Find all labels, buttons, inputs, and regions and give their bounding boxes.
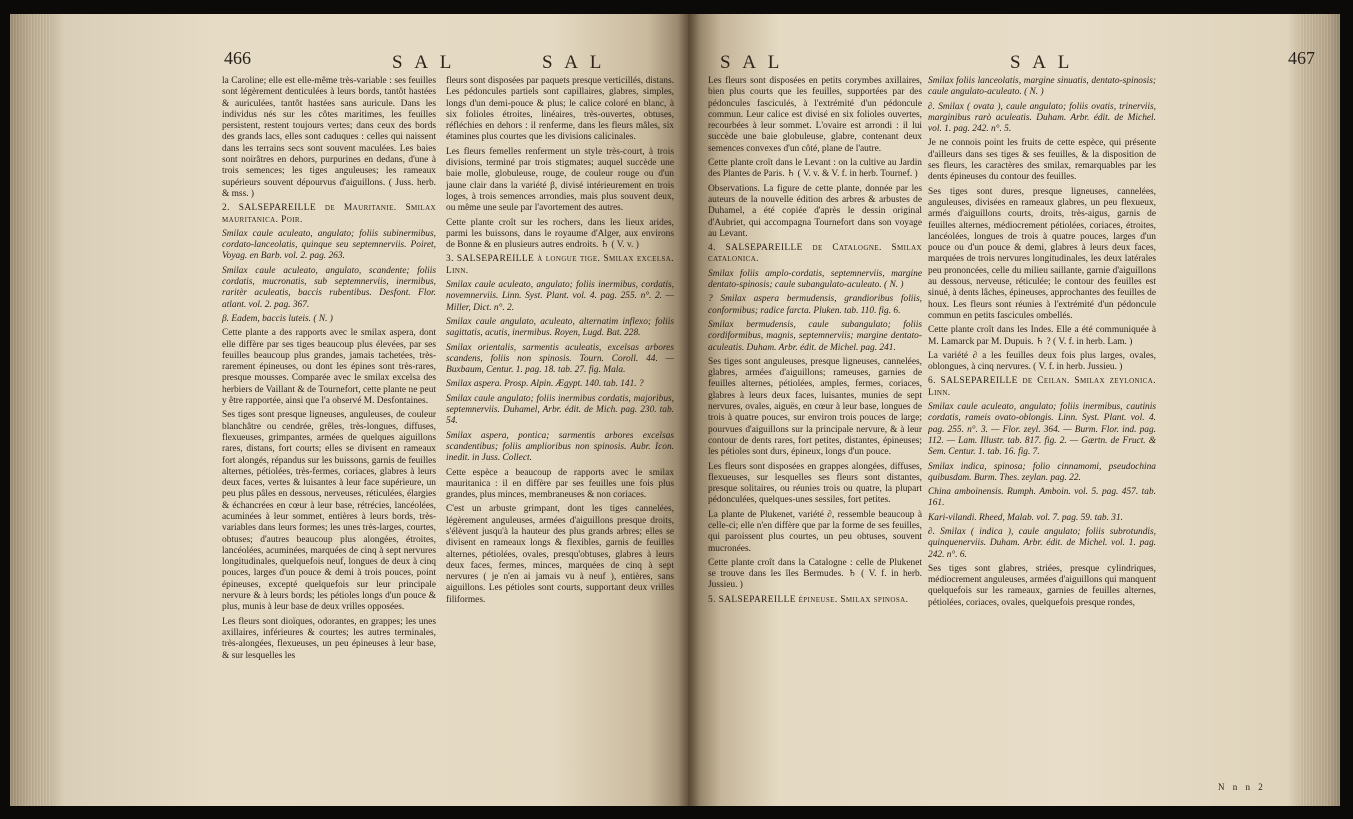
paragraph: Les fleurs femelles renferment un style très-court, à trois divisions, terminé par trois stigmates; auquel succède une baie molle, globuleuse, rouge, de couleur rouge ou d'un jaune clair dans la variété β, divisé intérieurement en trois loges, à trois semences arrondies, mais plus souvent deux, ou même une seule par l'avortement des autres. <box>446 146 674 214</box>
left-page-number: 466 <box>224 48 251 68</box>
paragraph: La plante de Plukenet, variété ∂, ressemble beaucoup à celle-ci; elle n'en diffère que par la forme de ses feuilles, qui paroissent plus courtes, un peu obtuses, souvent mucronées. <box>708 509 922 554</box>
synonym: Smilax caule angulato, aculeato, alternatim inflexo; foliis sagittatis, acutis, inermibus. Royen, Lugd. Bat. 228. <box>446 316 674 339</box>
right-page-number: 467 <box>1288 48 1315 68</box>
paragraph: Cette plante a des rapports avec le smilax aspera, dont elle diffère par ses tiges beaucoup plus élevées, par ses feuilles beaucoup plus grandes, jamais tachetées, très-rarement épineuses, ou dont les épines sont très-rares, presque mousses. Comparée avec le smilax excelsa des herbiers de Vaillant & de Tournefort, cette plante ne peut y être rapportée, ainsi que l'a observé M. Desfontaines. <box>222 328 436 407</box>
paragraph: Les fleurs sont dioïques, odorantes, en grappes; les unes axillaires, inférieures & courtes; les autres terminales, très-alongées, flexueuses, un peu épineuses à leur base, & sur lesquelles les <box>222 616 436 661</box>
paragraph: la Caroline; elle est elle-même très-variable : ses feuilles sont légèrement denticulées à leurs bords, tantôt hastées & auriculées, tantôt hastées sans auricule. Dans les individus nés sur les côtes maritimes, les feuilles persistent, restent toujours vertes; dans ceux des bords des grands lacs, elles sont caduques : celles qui naissent dans les terrains secs sont souvent maculées. Les baies sont noirâtres en dehors, purpurines en dedans, d'une à trois semences; les tiges anguleuses; les rameaux supérieurs souvent dépourvus d'aiguillons. ( Juss. herb. & mss. ) <box>222 76 436 199</box>
species-heading: 2. SALSEPAREILLE de Mauritanie. Smilax mauritanica. Poir. <box>222 203 436 225</box>
paragraph: Cette plante croît dans le Levant : on la cultive au Jardin des Plantes de Paris. ♄ ( V. v. & V. f. in herb. Tournef. ) <box>708 158 922 180</box>
left-page-column-2 <box>446 76 674 784</box>
paragraph: La variété ∂ a les feuilles deux fois plus larges, ovales, oblongues, à cinq nervures. ( V. f. in herb. Jussieu. ) <box>928 350 1156 373</box>
synonym: Smilax aspera, pontica; sarmentis arbores excelsas scandentibus; foliis amplioribus non spinosis. Aubr. Icon. inedit. in Juss. Collect. <box>446 430 674 464</box>
synonym: Smilax caule aculeato, angulato, scandente; foliis cordatis, mucronatis, sub septemnerviis, inermibus, raritèr aculeatis, baccis rubentibus. Desfont. Flor. atlant. vol. 2. pag. 367. <box>222 265 436 310</box>
right-page-edges <box>1300 14 1340 806</box>
right-running-head-1: S A L <box>720 52 784 73</box>
paragraph: Cette plante croît sur les rochers, dans les lieux arides, parmi les buissons, dans le royaume d'Alger, aux environs de Bonne & en plusieurs autres endroits. ♄ ( V. v. ) <box>446 217 674 251</box>
paragraph: Cette plante croît dans les Indes. Elle a été communiquée à M. Lamarck par M. Dupuis. ♄ ? ( V. f. in herb. Lam. ) <box>928 325 1156 347</box>
observations: Observations. La figure de cette plante, donnée par les auteurs de la nouvelle édition des arbres & arbustes de Duhamel, a été copiée d'après le dessin original d'Aubriet, qui accompagna Tournefort dans son voyage au Levant. <box>708 183 922 239</box>
variety: ∂. Smilax ( ovata ), caule angulato; foliis ovatis, trinerviis, marginibus rarò aculeatis. Duham. Arbr. édit. de Michel. vol. 1. pag. 242. n°. 5. <box>928 101 1156 135</box>
paragraph: Cette espèce a beaucoup de rapports avec le smilax mauritanica : il en diffère par ses feuilles une fois plus grandes, plus minces, membraneuses & non coriaces. <box>446 467 674 501</box>
right-page-column-2 <box>928 76 1156 784</box>
paragraph: Je ne connois point les fruits de cette espèce, qui présente d'ailleurs dans ses tiges & ses feuilles, & la disposition de ses fleurs, les caractères des smilax, remarquables par les dents épineuses du contour des feuilles. <box>928 138 1156 183</box>
synonym: ? Smilax aspera bermudensis, grandioribus foliis, conformibus; radice farcta. Pluken. tab. 110. fig. 6. <box>708 294 922 316</box>
left-page-edges <box>10 14 50 806</box>
paragraph: Ses tiges sont dures, presque ligneuses, cannelées, anguleuses, divisées en rameaux glabres, un peu flexueux, armés d'aiguillons courts, droits, très-aigus, garnis de feuilles alternes, médiocrement pétiolées, coriaces, étroites, lancéolées, longues de trois à quatre pouces, larges d'un pouce ou d'un pouce & demi, glabres à leurs deux faces, marquées de trois nervures longitudinales, les deux latérales peu prononcées, celle du milieu saillante, garnie d'aiguillons au dessous, nerveuse, réticulée; le contour des feuilles est sinué, à dents lâches, épineuses, approchantes des feuilles de houx. Les fleurs sont réunies à l'extrémité d'un pédoncule commun en petits fascicules ombellés. <box>928 186 1156 321</box>
synonym: Kari-vilandi. Rheed, Malab. vol. 7. pag. 59. tab. 31. <box>928 512 1124 523</box>
synonym: China amboinensis. Rumph. Amboin. vol. 5. pag. 457. tab. 161. <box>928 487 1156 509</box>
paragraph: Ses tiges sont glabres, striées, presque cylindriques, médiocrement anguleuses, armées d'aiguillons qui manquent quelquefois sur les rameaux, garnies de feuilles alternes, pétiolées, coriaces, ovales, quelquefois presque rondes, <box>928 563 1156 608</box>
paragraph: fleurs sont disposées par paquets presque verticillés, distans. Les pédoncules partiels sont capillaires, glabres, simples, longs d'un demi-pouce & plus; le calice coloré en blanc, à six folioles étroites, linéaires, très-ouvertes, obtuses, réfléchies en dehors : il renferme, dans les fleurs mâles, six étamines plus courtes que les divisions calicinales. <box>446 76 674 143</box>
synonym: Smilax bermudensis, caule subangulato; foliis cordiformibus, magnis, septemnerviis; margine dentato-aculeatis. Duham. Arbr. édit. de Michel. pag. 241. <box>708 319 922 353</box>
species-heading: 3. SALSEPAREILLE à longue tige. Smilax excelsa. Linn. <box>446 254 674 276</box>
synonym: Smilax foliis amplo-cordatis, septemnerviis, margine dentato-spinosis; caule subangulato-aculeato. ( N. ) <box>708 268 922 291</box>
left-running-head-1: S A L <box>392 52 456 73</box>
synonym: Smilax aspera. Prosp. Alpin. Ægypt. 140. tab. 141. ? <box>446 379 644 390</box>
paragraph: Cette plante croît dans la Catalogne : celle de Plukenet se trouve dans les îles Bermudes. ♄ ( V. f. in herb. Jussieu. ) <box>708 557 922 591</box>
paragraph: Les fleurs sont disposées en grappes alongées, diffuses, flexueuses, sur lesquelles ses fleurs sont distantes, presque solitaires, ou réunies trois ou quatre, la plupart pédonculées, quelques-unes sessiles, fort petites. <box>708 461 922 506</box>
synonym: Smilax orientalis, sarmentis aculeatis, excelsas arbores scandens, foliis non spinosis. Tourn. Coroll. 44. — Buxbaum, Centur. 1. pag. 18. tab. 27. fig. Mala. <box>446 342 674 376</box>
paragraph: C'est un arbuste grimpant, dont les tiges cannelées, légèrement anguleuses, armées d'aiguillons presque droits, s'élèvent jusqu'à la hauteur des plus grands arbres; elles se divisent en rameaux longs & flexibles, garnis de feuilles alternes, pétiolées, ovales, presqu'obtuses, glabres à leurs deux faces, fermes, minces, marquées de cinq à sept nervures ( je n'en ai jamais vu à neuf ), entières, sans aiguillons. Les pétioles sont courts, supportant deux vrilles filiformes. <box>446 504 674 605</box>
right-page-column-1 <box>708 76 922 784</box>
left-running-head-2: S A L <box>542 52 606 73</box>
species-heading: 6. SALSEPAREILLE de Ceilan. Smilax zeylonica. Linn. <box>928 376 1156 398</box>
paragraph: Ses tiges sont presque ligneuses, anguleuses, de couleur blanchâtre ou cendrée, grêles, très-longues, diffuses, flexueuses, grimpantes, armées de quelques aiguillons rares, distans, fort courts; elles se divisent en rameaux fort alongés, répandus sur les buissons, garnis de feuilles alternes, pétiolées, très-fermes, coriaces, glabres à leurs deux faces, vertes & luisantes à leur face supérieure, un peu plus pâles en dessous, nerveuses, réticulées, élargies & échancrées en cœur à leur base, rétrécies, lancéolées, acuminées à leur sommet, entières à leurs bords, très-variables dans leurs formes; les unes très-larges, courtes, obtuses; d'autres beaucoup plus alongées, étroites, lancéolées, acuminées, marquées de cinq à sept nervures longitudinales, quelquefois neuf, longues de deux à cinq pouces, larges d'un pouce & demi à trois pouces, point épineuses, excepté quelquefois sur leur principale nervure & à leurs bords; les pétioles longs d'un pouce & plus, munis à leur base de deux vrilles opposées. <box>222 410 436 613</box>
synonym: Smilax caule aculeato, angulato; foliis inermibus, cautinis cordatis, rameis ovato-oblongis. Linn. Syst. Plant. vol. 4. pag. 255. n°. 3. — Flor. zeyl. 364. — Burm. Flor. ind. pag. 112. — Lam. Illustr. tab. 817. fig. 2. — Gærtn. de Fruct. & Sem. Centur. 1. tab. 16. fig. 7. <box>928 402 1156 458</box>
synonym: Smilax foliis lanceolatis, margine sinuatis, dentato-spinosis; caule angulato-aculeato. ( N. ) <box>928 76 1156 98</box>
synonym: Smilax caule angulato; foliis inermibus cordatis, majoribus, septemnerviis. Duhamel, Arbr. édit. de Mich. pag. 230. tab. 54. <box>446 393 674 427</box>
signature-mark: N n n 2 <box>1218 782 1266 792</box>
left-page-column-1 <box>222 76 436 784</box>
synonym: Smilax caule aculeato, angulato; foliis inermibus, cordatis, novemnerviis. Linn. Syst. Plant. vol. 4. pag. 255. n°. 2. — Miller, Dict. n°. 2. <box>446 280 674 313</box>
right-running-head-2: S A L <box>1010 52 1074 73</box>
paragraph: Les fleurs sont disposées en petits corymbes axillaires, bien plus courts que les feuilles, supportées par des pédoncules fasciculés, à l'extrémité d'un pédoncule commun. Leur calice est divisé en six folioles ouvertes, recourbées à leur sommet. L'ovaire est arrondi : il lui succède une baie globuleuse, glabre, contenant deux semences convexes d'un côté, plane de l'autre. <box>708 76 922 154</box>
synonym: Smilax indica, spinosa; folio cinnamomi, pseudochina quibusdam. Burm. Thes. zeylan. pag. 22. <box>928 461 1156 483</box>
variety: ∂. Smilax ( indica ), caule angulato; foliis subrotundis, quinquenerviis. Duham. Arbr. édit. de Michel. vol. 1. pag. 242. n°. 6. <box>928 526 1156 560</box>
synonym: Smilax caule aculeato, angulato; foliis subinermibus, cordato-lanceolatis, quinque seu septemnerviis. Poiret, Voyag. en Barb. vol. 2. pag. 263. <box>222 228 436 262</box>
paragraph: Ses tiges sont anguleuses, presque ligneuses, cannelées, glabres, armées d'aiguillons; rameuses, garnies de feuilles alternes, pétiolées, amples, fermes, coriaces, glabres à leurs deux faces, luisantes, munies de sept nervures, ovales, aiguës, en cœur à leur base, longues de trois à quatre pouces, sur environ trois pouces de large; pourvues d'aiguillons sur la principale nervure, & à leur contour de dents rares, fort petites, distantes, épineuses; les pétioles sont durs, épineux, longs d'un pouce. <box>708 356 922 458</box>
species-heading: 5. SALSEPAREILLE épineuse. Smilax spinosa. <box>708 594 909 605</box>
book-gutter <box>678 14 700 806</box>
species-heading: 4. SALSEPAREILLE de Catalogne. Smilax catalonica. <box>708 243 922 265</box>
variety: β. Eadem, baccis luteis. ( N. ) <box>222 313 333 324</box>
